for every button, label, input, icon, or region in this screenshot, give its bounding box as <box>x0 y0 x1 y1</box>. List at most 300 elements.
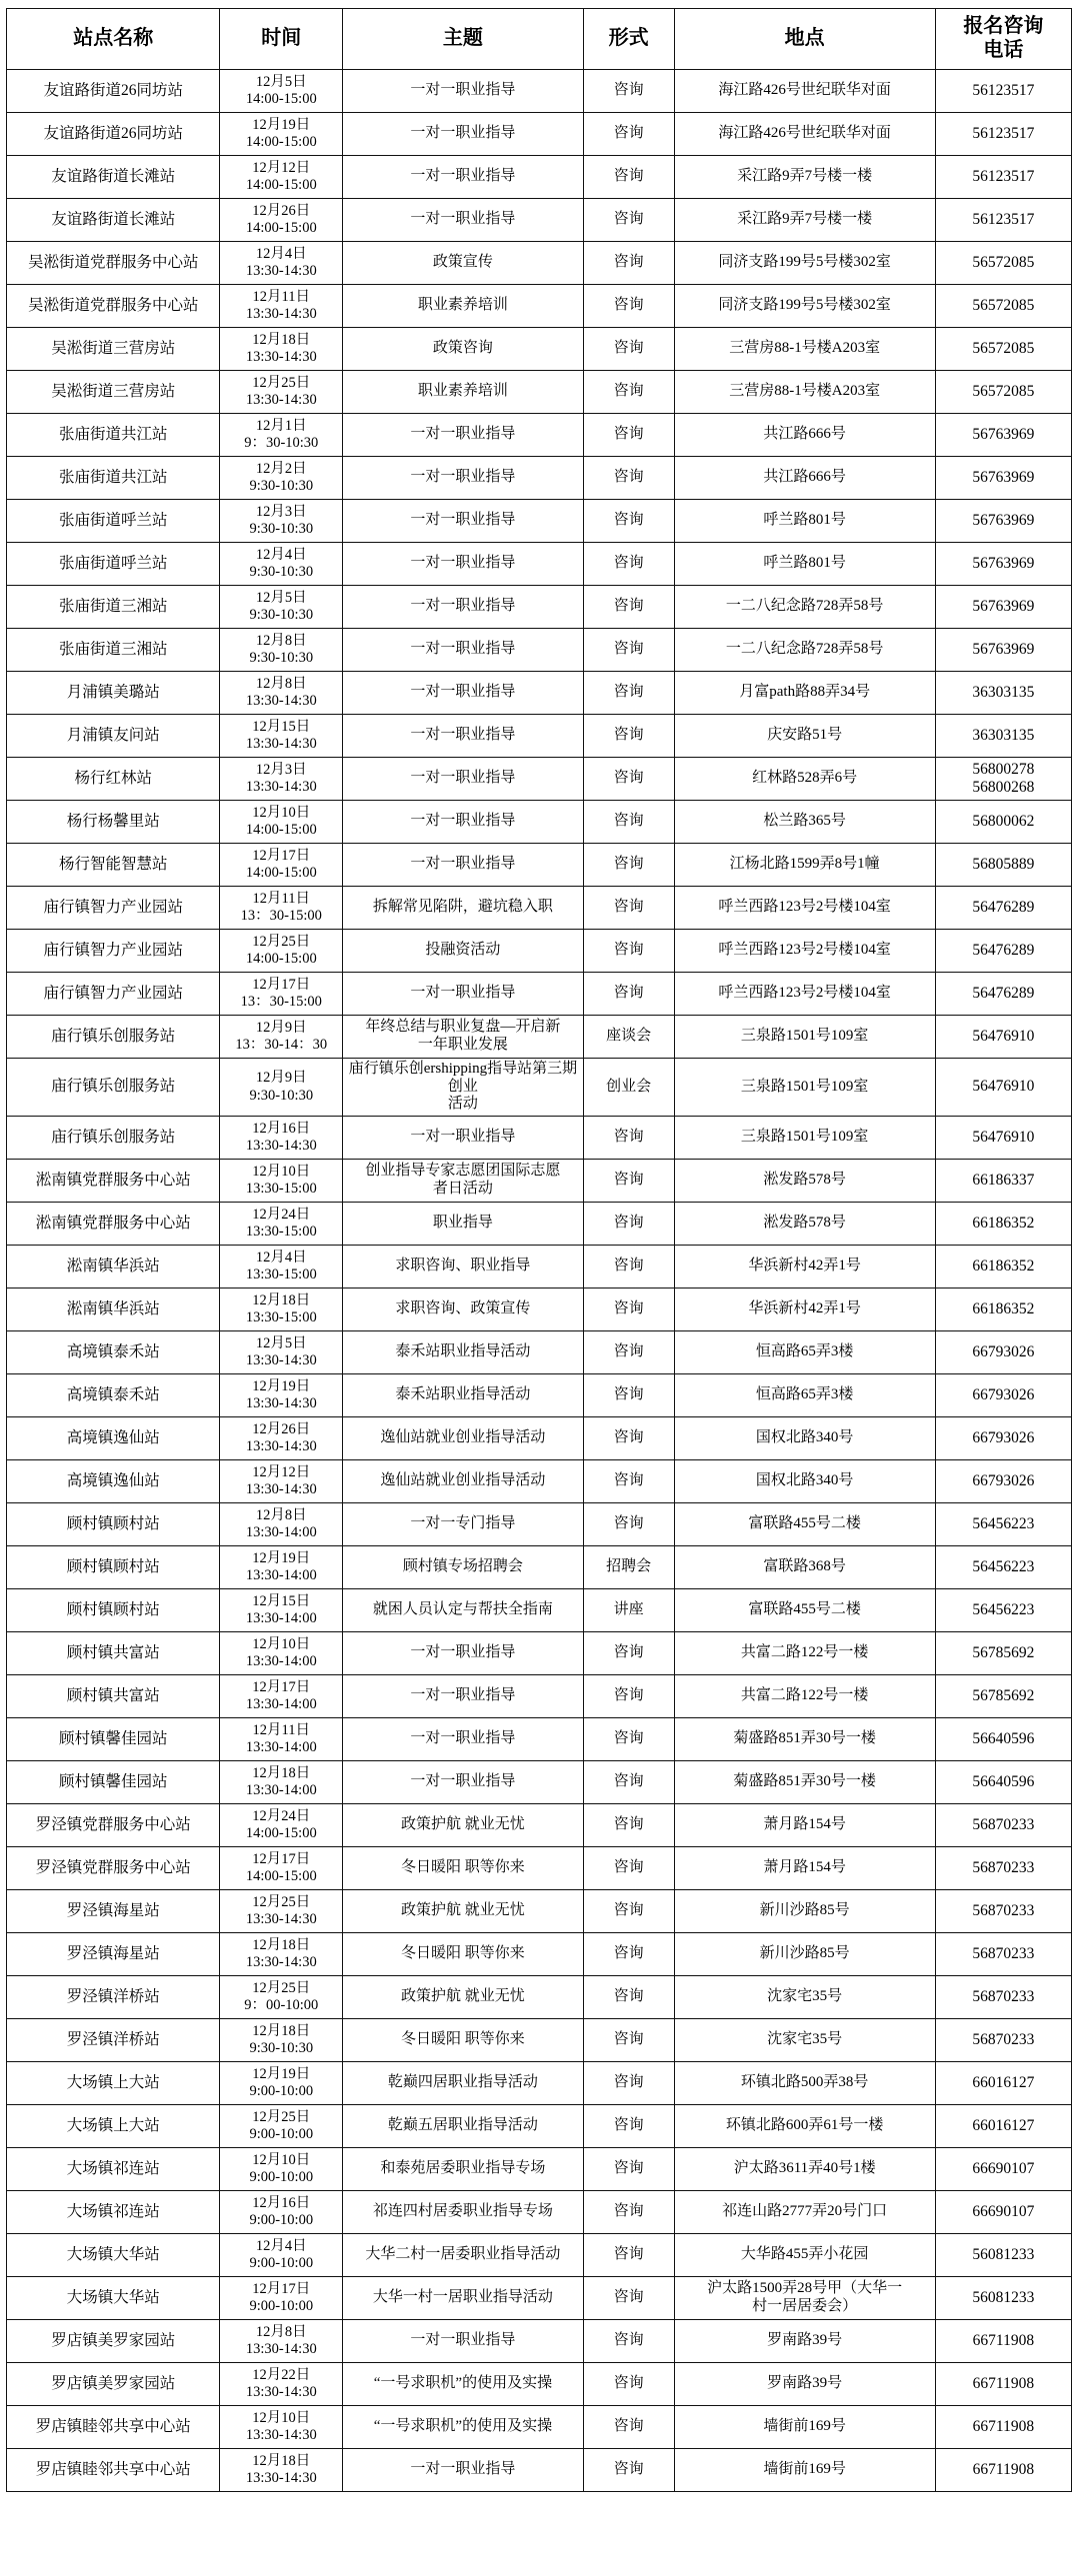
cell-place: 三泉路1501号109室 <box>674 1016 935 1059</box>
cell-time-line: 12月5日 <box>255 589 307 606</box>
cell-theme: 逸仙站就业创业指导活动 <box>343 1460 584 1503</box>
cell-phone <box>935 1203 1071 1246</box>
cell-place: 恒高路65弄3楼 <box>674 1374 935 1417</box>
cell-form: 咨询 <box>583 242 674 285</box>
cell-time-line: 12月12日 <box>252 1463 311 1480</box>
cell-form: 咨询 <box>583 113 674 156</box>
cell-time <box>220 1503 343 1546</box>
cell-time-line: 9:30-10:30 <box>249 521 314 537</box>
cell-time-line: 13:30-14:00 <box>245 1653 317 1670</box>
cell-phone-line: 56800062 <box>972 812 1035 830</box>
cell-time-line: 13:30-15:00 <box>245 1267 317 1284</box>
cell-phone <box>935 844 1071 887</box>
cell-time-line: 9:00-10:00 <box>249 2212 314 2229</box>
cell-theme: 职业素养培训 <box>343 371 584 414</box>
cell-time-line: 12月22日 <box>252 2366 311 2383</box>
cell-theme-line: 者日活动 <box>432 1181 493 1198</box>
cell-place-line: 沪太路1500弄28号甲（大华一 <box>707 2280 903 2297</box>
cell-phone-line: 56763969 <box>972 554 1035 572</box>
cell-time <box>220 242 343 285</box>
cell-time-line: 12月25日 <box>252 933 311 950</box>
cell-time-line: 12月18日 <box>252 2022 311 2039</box>
cell-site-name: 月浦镇美璐站 <box>7 672 220 715</box>
cell-place: 海江路426号世纪联华对面 <box>674 113 935 156</box>
cell-phone <box>935 113 1071 156</box>
cell-form: 咨询 <box>583 543 674 586</box>
table-row <box>7 887 1072 930</box>
cell-phone-line: 56081233 <box>972 2245 1035 2263</box>
cell-phone-line: 66690107 <box>972 2159 1035 2177</box>
cell-time-line: 12月1日 <box>255 417 307 434</box>
cell-phone <box>935 500 1071 543</box>
cell-time-line: 12月11日 <box>252 288 310 305</box>
cell-form: 咨询 <box>583 1203 674 1246</box>
cell-phone <box>935 1374 1071 1417</box>
cell-time <box>220 1632 343 1675</box>
cell-time-line: 13:30-14:30 <box>245 392 317 408</box>
cell-time <box>220 1847 343 1890</box>
cell-place: 沪太路3611弄40号1楼 <box>674 2148 935 2191</box>
cell-phone-line: 66793026 <box>972 1385 1035 1403</box>
cell-time-line: 12月19日 <box>252 116 311 133</box>
cell-time-line: 13:30-15:00 <box>245 1309 317 1326</box>
cell-time-line: 13：30-15:00 <box>240 994 322 1010</box>
cell-site-name: 张庙街道三湘站 <box>7 586 220 629</box>
table-row <box>7 1718 1072 1761</box>
cell-place: 萧月路154号 <box>674 1804 935 1847</box>
cell-time <box>220 1331 343 1374</box>
cell-form: 座谈会 <box>583 1016 674 1059</box>
cell-form: 咨询 <box>583 2105 674 2148</box>
cell-site-name: 顾村镇馨佳园站 <box>7 1718 220 1761</box>
cell-time-line: 13:30-14:30 <box>245 1395 317 1412</box>
schedule-table <box>6 8 1072 2492</box>
cell-time-line: 13:30-14:30 <box>245 779 317 795</box>
cell-phone-line: 56763969 <box>972 511 1035 529</box>
cell-time-line: 13:30-14:00 <box>245 1567 317 1584</box>
cell-time-line: 9:00-10:00 <box>249 2255 314 2272</box>
cell-theme: 一对一职业指导 <box>343 543 584 586</box>
cell-time-line: 9:00-10:00 <box>249 2169 314 2186</box>
cell-phone <box>935 801 1071 844</box>
cell-phone <box>935 1933 1071 1976</box>
cell-theme: 祁连四村居委职业指导专场 <box>343 2191 584 2234</box>
cell-theme: 一对一职业指导 <box>343 758 584 801</box>
cell-site-name: 罗泾镇洋桥站 <box>7 2019 220 2062</box>
cell-theme: 一对一专门指导 <box>343 1503 584 1546</box>
cell-phone-line: 56123517 <box>972 124 1035 142</box>
cell-theme: 冬日暖阳 职等你来 <box>343 1847 584 1890</box>
cell-theme: 一对一职业指导 <box>343 715 584 758</box>
cell-place: 松兰路365号 <box>674 801 935 844</box>
cell-theme: 一对一职业指导 <box>343 629 584 672</box>
cell-time-line: 12月25日 <box>252 2108 311 2125</box>
cell-time-line: 12月17日 <box>252 2280 311 2297</box>
cell-place: 呼兰西路123号2号楼104室 <box>674 973 935 1016</box>
cell-place: 共江路666号 <box>674 414 935 457</box>
cell-phone-line: 56640596 <box>972 1772 1035 1790</box>
cell-theme-line: 一年职业发展 <box>417 1037 508 1053</box>
cell-phone <box>935 1460 1071 1503</box>
table-row <box>7 629 1072 672</box>
cell-place: 华浜新村42弄1号 <box>674 1288 935 1331</box>
cell-theme: 求职咨询、职业指导 <box>343 1246 584 1288</box>
cell-time-line: 9:30-10:30 <box>249 564 314 580</box>
cell-site-name: 淞南镇华浜站 <box>7 1288 220 1331</box>
cell-time-line: 13:30-14:30 <box>245 2341 317 2358</box>
cell-form: 咨询 <box>583 1374 674 1417</box>
cell-time-line: 9:30-10:30 <box>249 650 314 666</box>
cell-phone-line: 66186337 <box>972 1171 1035 1189</box>
cell-time-line: 12月8日 <box>255 675 307 692</box>
header-site-name: 站点名称 <box>7 9 220 70</box>
cell-time-line: 12月5日 <box>255 73 307 90</box>
cell-time-line: 12月26日 <box>252 202 311 219</box>
cell-time <box>220 414 343 457</box>
cell-site-name: 庙行镇乐创服务站 <box>7 1117 220 1160</box>
cell-site-name: 吴淞街道三营房站 <box>7 328 220 371</box>
cell-site-name: 友谊路街道长滩站 <box>7 199 220 242</box>
cell-place: 富联路455号二楼 <box>674 1589 935 1632</box>
cell-form: 咨询 <box>583 371 674 414</box>
cell-place: 红林路528弄6号 <box>674 758 935 801</box>
cell-place: 同济支路199号5号楼302室 <box>674 242 935 285</box>
cell-phone-line: 56800268 <box>972 779 1035 796</box>
cell-site-name: 张庙街道共江站 <box>7 414 220 457</box>
cell-time <box>220 887 343 930</box>
cell-phone-line: 56476289 <box>972 984 1035 1002</box>
cell-form: 咨询 <box>583 1417 674 1460</box>
cell-form: 咨询 <box>583 1804 674 1847</box>
cell-theme: 一对一职业指导 <box>343 156 584 199</box>
cell-time <box>220 1890 343 1933</box>
cell-time-line: 12月10日 <box>252 804 311 821</box>
cell-theme: 拆解常见陷阱，避坑稳入职 <box>343 887 584 930</box>
cell-site-name: 张庙街道呼兰站 <box>7 543 220 586</box>
cell-phone-line: 56476910 <box>972 1128 1035 1146</box>
cell-time-line: 12月10日 <box>252 2409 311 2426</box>
table-row <box>7 1589 1072 1632</box>
cell-site-name: 淞南镇华浜站 <box>7 1246 220 1288</box>
cell-form: 咨询 <box>583 758 674 801</box>
cell-phone <box>935 1589 1071 1632</box>
cell-time-line: 12月18日 <box>252 1936 311 1953</box>
cell-time-line: 12月25日 <box>252 1979 311 1996</box>
cell-phone <box>935 285 1071 328</box>
table-row <box>7 242 1072 285</box>
table-row <box>7 2234 1072 2277</box>
cell-form: 咨询 <box>583 973 674 1016</box>
cell-time <box>220 1976 343 2019</box>
table-row <box>7 1546 1072 1589</box>
cell-phone-line: 56476910 <box>972 1027 1035 1045</box>
cell-place: 墙街前169号 <box>674 2406 935 2449</box>
cell-phone-line: 56640596 <box>972 1729 1035 1747</box>
cell-form: 咨询 <box>583 2449 674 2492</box>
table-row <box>7 1890 1072 1933</box>
cell-place: 三泉路1501号109室 <box>674 1059 935 1117</box>
cell-time-line: 14:00-15:00 <box>245 1825 317 1842</box>
cell-site-name: 罗泾镇洋桥站 <box>7 1976 220 2019</box>
cell-phone <box>935 930 1071 973</box>
cell-place <box>674 2277 935 2320</box>
cell-time <box>220 1016 343 1059</box>
cell-theme: 乾巅四居职业指导活动 <box>343 2062 584 2105</box>
cell-site-name: 张庙街道共江站 <box>7 457 220 500</box>
table-row <box>7 2320 1072 2363</box>
cell-phone-line: 66711908 <box>972 2374 1035 2392</box>
cell-time-line: 12月10日 <box>252 1635 311 1652</box>
table-row <box>7 758 1072 801</box>
cell-time-line: 12月5日 <box>255 1334 307 1351</box>
header-form: 形式 <box>583 9 674 70</box>
cell-time-line: 12月10日 <box>252 2151 311 2168</box>
cell-time-line: 12月4日 <box>255 1249 307 1266</box>
cell-site-name: 张庙街道呼兰站 <box>7 500 220 543</box>
cell-site-name: 庙行镇智力产业园站 <box>7 973 220 1016</box>
cell-phone <box>935 2062 1071 2105</box>
cell-theme-line: 庙行镇乐创ershipping指导站第三期创业 <box>348 1061 578 1095</box>
cell-phone-line: 36303135 <box>972 726 1035 744</box>
cell-phone-line: 66711908 <box>972 2417 1035 2435</box>
cell-phone <box>935 371 1071 414</box>
cell-phone <box>935 973 1071 1016</box>
cell-form: 咨询 <box>583 1976 674 2019</box>
cell-phone <box>935 1890 1071 1933</box>
cell-site-name: 顾村镇馨佳园站 <box>7 1761 220 1804</box>
cell-time-line: 12月12日 <box>252 159 311 176</box>
table-row <box>7 1160 1072 1203</box>
table-row <box>7 1331 1072 1374</box>
cell-form: 咨询 <box>583 2148 674 2191</box>
cell-place: 国权北路340号 <box>674 1417 935 1460</box>
cell-phone-line: 56763969 <box>972 640 1035 658</box>
cell-theme: 一对一职业指导 <box>343 199 584 242</box>
cell-site-name: 大场镇大华站 <box>7 2234 220 2277</box>
cell-site-name: 顾村镇顾村站 <box>7 1546 220 1589</box>
cell-phone <box>935 1718 1071 1761</box>
cell-time-line: 13:30-14:00 <box>245 1696 317 1713</box>
cell-time-line: 12月11日 <box>252 890 310 907</box>
cell-phone <box>935 2449 1071 2492</box>
cell-time-line: 9：30-10:30 <box>244 435 319 451</box>
cell-time-line: 12月24日 <box>252 1206 311 1223</box>
cell-time-line: 13:30-14:30 <box>245 1352 317 1369</box>
cell-time-line: 13:30-14:30 <box>245 736 317 752</box>
table-row <box>7 2062 1072 2105</box>
cell-time-line: 12月16日 <box>252 1120 311 1137</box>
cell-theme: 一对一职业指导 <box>343 672 584 715</box>
cell-phone-line: 56870233 <box>972 1987 1035 2005</box>
cell-phone-line: 66711908 <box>972 2460 1035 2478</box>
cell-time <box>220 2320 343 2363</box>
cell-phone <box>935 758 1071 801</box>
table-row <box>7 1117 1072 1160</box>
cell-time-line: 13:30-14:30 <box>245 349 317 365</box>
cell-place: 采江路9弄7号楼一楼 <box>674 199 935 242</box>
cell-theme: 大华一村一居职业指导活动 <box>343 2277 584 2320</box>
table-row <box>7 2105 1072 2148</box>
table-row <box>7 1675 1072 1718</box>
cell-time-line: 13:30-14:30 <box>245 2427 317 2444</box>
cell-time <box>220 2019 343 2062</box>
cell-form: 咨询 <box>583 328 674 371</box>
table-header <box>7 9 1072 70</box>
cell-time-line: 13:30-15:00 <box>245 1224 317 1241</box>
cell-time-line: 9:30-10:30 <box>249 478 314 494</box>
table-row <box>7 2449 1072 2492</box>
cell-site-name: 罗泾镇海星站 <box>7 1933 220 1976</box>
cell-time <box>220 2105 343 2148</box>
cell-time <box>220 1761 343 1804</box>
table-row <box>7 1847 1072 1890</box>
cell-place: 三营房88-1号楼A203室 <box>674 328 935 371</box>
cell-time-line: 12月10日 <box>252 1163 311 1180</box>
header-phone-line-2: 电话 <box>983 39 1024 61</box>
cell-form: 咨询 <box>583 2406 674 2449</box>
cell-site-name: 友谊路街道26同坊站 <box>7 70 220 113</box>
cell-time-line: 12月26日 <box>252 1420 311 1437</box>
cell-place: 罗南路39号 <box>674 2363 935 2406</box>
table-row <box>7 930 1072 973</box>
table-row <box>7 1933 1072 1976</box>
cell-phone-line: 56081233 <box>972 2288 1035 2306</box>
cell-phone-line: 66793026 <box>972 1428 1035 1446</box>
cell-site-name: 高境镇泰禾站 <box>7 1374 220 1417</box>
cell-time-line: 12月4日 <box>255 2237 307 2254</box>
cell-form: 咨询 <box>583 1246 674 1288</box>
table-row <box>7 1059 1072 1117</box>
cell-time-line: 12月19日 <box>252 2065 311 2082</box>
table-row <box>7 1246 1072 1288</box>
table-row <box>7 1016 1072 1059</box>
cell-form: 咨询 <box>583 1503 674 1546</box>
cell-phone-line: 56456223 <box>972 1514 1035 1532</box>
table-row <box>7 500 1072 543</box>
cell-place: 共富二路122号一楼 <box>674 1675 935 1718</box>
table-row <box>7 1804 1072 1847</box>
header-phone-line-1: 报名咨询 <box>963 15 1044 38</box>
cell-form: 咨询 <box>583 1288 674 1331</box>
cell-form: 咨询 <box>583 1632 674 1675</box>
cell-form: 咨询 <box>583 2277 674 2320</box>
cell-phone-line: 56785692 <box>972 1686 1035 1704</box>
cell-theme: 和泰苑居委职业指导专场 <box>343 2148 584 2191</box>
cell-phone <box>935 2363 1071 2406</box>
cell-time <box>220 586 343 629</box>
cell-theme: 一对一职业指导 <box>343 1675 584 1718</box>
cell-form: 咨询 <box>583 1117 674 1160</box>
cell-phone-line: 56805889 <box>972 855 1035 873</box>
cell-time-line: 14:00-15:00 <box>245 822 317 838</box>
cell-form: 咨询 <box>583 887 674 930</box>
cell-theme: 求职咨询、政策宣传 <box>343 1288 584 1331</box>
cell-time-line: 12月11日 <box>252 1721 310 1738</box>
cell-phone <box>935 1503 1071 1546</box>
cell-theme: 一对一职业指导 <box>343 1632 584 1675</box>
cell-phone-line: 56572085 <box>972 382 1035 400</box>
header-phone <box>935 9 1071 70</box>
cell-time <box>220 973 343 1016</box>
cell-theme <box>343 1160 584 1203</box>
cell-site-name: 罗店镇美罗家园站 <box>7 2320 220 2363</box>
cell-form: 咨询 <box>583 1890 674 1933</box>
cell-phone <box>935 414 1071 457</box>
cell-phone-line: 56870233 <box>972 1944 1035 1962</box>
cell-phone-line: 56476289 <box>972 941 1035 959</box>
cell-theme-line: 年终总结与职业复盘—开启新 <box>365 1019 561 1036</box>
cell-site-name: 淞南镇党群服务中心站 <box>7 1160 220 1203</box>
cell-form: 咨询 <box>583 1331 674 1374</box>
cell-time-line: 12月2日 <box>255 460 307 477</box>
cell-theme: 一对一职业指导 <box>343 844 584 887</box>
cell-time <box>220 2363 343 2406</box>
cell-form: 咨询 <box>583 2320 674 2363</box>
cell-phone-line: 66793026 <box>972 1342 1035 1360</box>
cell-form: 咨询 <box>583 1460 674 1503</box>
cell-form: 咨询 <box>583 2062 674 2105</box>
cell-phone <box>935 1804 1071 1847</box>
cell-time-line: 12月9日 <box>255 1070 307 1087</box>
cell-time-line: 13:30-14:00 <box>245 1610 317 1627</box>
cell-form: 讲座 <box>583 1589 674 1632</box>
cell-time <box>220 500 343 543</box>
cell-theme: 职业指导 <box>343 1203 584 1246</box>
cell-time-line: 12月17日 <box>252 976 311 993</box>
cell-phone-line: 56870233 <box>972 1901 1035 1919</box>
cell-time <box>220 371 343 414</box>
cell-phone <box>935 629 1071 672</box>
cell-phone <box>935 586 1071 629</box>
cell-time <box>220 457 343 500</box>
cell-site-name: 罗泾镇海星站 <box>7 1890 220 1933</box>
table-row <box>7 199 1072 242</box>
cell-phone-line: 56763969 <box>972 597 1035 615</box>
cell-time-line: 12月15日 <box>252 1592 311 1609</box>
cell-place: 一二八纪念路728弄58号 <box>674 586 935 629</box>
cell-place: 三营房88-1号楼A203室 <box>674 371 935 414</box>
cell-site-name: 张庙街道三湘站 <box>7 629 220 672</box>
cell-phone <box>935 543 1071 586</box>
cell-time-line: 13:30-14:30 <box>245 1954 317 1971</box>
cell-time-line: 13:30-14:00 <box>245 1739 317 1756</box>
cell-time-line: 12月18日 <box>252 331 311 348</box>
cell-theme: 就困人员认定与帮扶全指南 <box>343 1589 584 1632</box>
cell-place: 新川沙路85号 <box>674 1933 935 1976</box>
cell-site-name: 顾村镇顾村站 <box>7 1503 220 1546</box>
cell-place: 江杨北路1599弄8号1幢 <box>674 844 935 887</box>
cell-site-name: 高境镇泰禾站 <box>7 1331 220 1374</box>
cell-theme: 职业素养培训 <box>343 285 584 328</box>
table-row <box>7 1288 1072 1331</box>
cell-phone <box>935 1632 1071 1675</box>
cell-site-name: 罗店镇睦邻共享中心站 <box>7 2449 220 2492</box>
cell-site-name: 杨行杨馨里站 <box>7 801 220 844</box>
cell-time-line: 12月19日 <box>252 1377 311 1394</box>
cell-phone-line: 56476289 <box>972 898 1035 916</box>
cell-place: 富联路455号二楼 <box>674 1503 935 1546</box>
cell-phone <box>935 328 1071 371</box>
cell-site-name: 罗泾镇党群服务中心站 <box>7 1804 220 1847</box>
table-body <box>7 70 1072 2492</box>
table-row <box>7 113 1072 156</box>
cell-time <box>220 70 343 113</box>
cell-time <box>220 2406 343 2449</box>
cell-time-line: 12月3日 <box>255 761 307 778</box>
cell-place: 呼兰路801号 <box>674 543 935 586</box>
cell-theme: 政策咨询 <box>343 328 584 371</box>
table-row <box>7 543 1072 586</box>
